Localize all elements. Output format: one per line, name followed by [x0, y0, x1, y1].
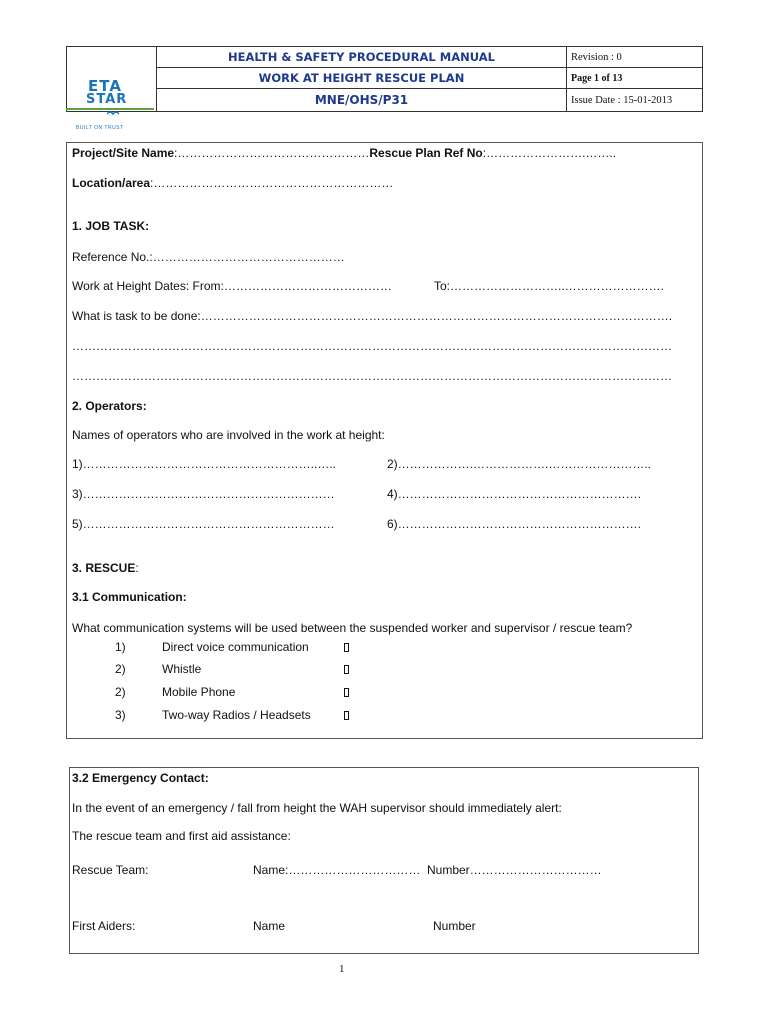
- option-label: Direct voice communication: [162, 640, 309, 654]
- option-checkbox[interactable]: [344, 641, 349, 655]
- option-checkbox[interactable]: [344, 686, 349, 700]
- operators-intro: Names of operators who are involved in the work at height:: [72, 428, 385, 442]
- dates-from-field[interactable]: Work at Height Dates: From:……………………………………: [72, 279, 392, 293]
- communication-question: What communication systems will be used between the suspended worker and supervisor / rescue team?: [72, 621, 633, 635]
- rescue-heading: 3. RESCUE: [72, 561, 136, 575]
- location-row: [72, 176, 393, 190]
- rescue-team-number-field[interactable]: Number……………………………: [427, 863, 602, 877]
- revision: Revision : 0: [567, 47, 702, 68]
- manual-title: HEALTH & SAFETY PROCEDURAL MANUAL: [157, 47, 566, 68]
- option-checkbox[interactable]: [344, 709, 349, 723]
- operator-field-4[interactable]: 4)…………………………………………………….: [387, 487, 642, 501]
- emergency-instruction-2: The rescue team and first aid assistance:: [72, 829, 291, 843]
- task-field[interactable]: What is task to be done:……………………………………………………………………………………………………….: [72, 309, 673, 323]
- option-checkbox[interactable]: [344, 663, 349, 677]
- logo-cell: [67, 47, 157, 131]
- document-header: [66, 46, 703, 131]
- operator-field-1[interactable]: 1)…………………………………………………..…..: [72, 457, 337, 471]
- option-num: 3): [115, 708, 126, 722]
- first-aiders-name-field[interactable]: Name: [253, 919, 286, 933]
- option-num: 2): [115, 685, 126, 699]
- operator-field-5[interactable]: 5)………………………………………………………: [72, 517, 335, 531]
- reference-field[interactable]: Reference No.:…………………………………………: [72, 250, 345, 264]
- option-label: Whistle: [162, 662, 202, 676]
- option-num: 1): [115, 640, 126, 654]
- dates-to-field[interactable]: To:………………………..…………………….: [434, 279, 665, 293]
- emergency-heading: 3.2 Emergency Contact:: [72, 771, 209, 785]
- location-field[interactable]: :……………………………………………………: [150, 176, 394, 190]
- emergency-instruction: In the event of an emergency / fall from height the WAH supervisor should immediately alert:: [72, 801, 562, 815]
- rescue-heading-colon: :: [135, 561, 139, 575]
- project-name-field[interactable]: :…………………………………………: [174, 146, 370, 160]
- job-task-heading: 1. JOB TASK:: [72, 219, 150, 233]
- first-aiders-number-field[interactable]: Number: [433, 919, 476, 933]
- page-number: 1: [339, 963, 345, 975]
- logo-text-eta: ETA: [88, 77, 122, 95]
- option-num: 2): [115, 662, 126, 676]
- plan-title: WORK AT HEIGHT RESCUE PLAN: [157, 68, 566, 89]
- task-blank-line[interactable]: ……………………………………………………………………………………………………………………………………: [72, 339, 672, 353]
- rescue-ref-field[interactable]: :…………………….……..: [482, 146, 617, 160]
- rescue-plan-form: [66, 142, 703, 739]
- rescue-team-name-field[interactable]: Name:……………………………: [253, 863, 421, 877]
- logo-wave-icon: [107, 110, 119, 116]
- rescue-heading-row: [72, 561, 139, 575]
- communication-heading: 3.1 Communication:: [72, 590, 187, 604]
- rescue-ref-label: Rescue Plan Ref No: [369, 146, 483, 160]
- project-label: Project/Site Name: [72, 146, 175, 160]
- operator-field-2[interactable]: 2)……………….……………….……………………..: [387, 457, 652, 471]
- operator-field-6[interactable]: 6)…………………………………………………….: [387, 517, 642, 531]
- rescue-team-label: Rescue Team:: [72, 863, 149, 877]
- logo-tagline: BUILT ON TRUST: [76, 125, 124, 131]
- task-blank-line[interactable]: ……………………………………………………………………………………………………………………………………: [72, 369, 672, 383]
- option-label: Mobile Phone: [162, 685, 236, 699]
- emergency-contact-section: [69, 767, 699, 954]
- logo-underline: [66, 108, 154, 110]
- location-label: Location/area: [72, 176, 151, 190]
- issue-date: Issue Date : 15-01-2013: [571, 94, 673, 106]
- meta-column: [566, 47, 702, 111]
- option-label: Two-way Radios / Headsets: [162, 708, 311, 722]
- document-code: MNE/OHS/P31: [314, 93, 409, 107]
- project-row: [72, 146, 616, 160]
- logo-text-star: STAR: [86, 92, 128, 107]
- first-aiders-label: First Aiders:: [72, 919, 136, 933]
- operator-field-3[interactable]: 3)………………………………………………………: [72, 487, 335, 501]
- company-logo: [74, 67, 144, 131]
- title-column: [157, 47, 566, 111]
- operators-heading: 2. Operators:: [72, 399, 147, 413]
- page-of: Page 1 of 13: [567, 68, 702, 89]
